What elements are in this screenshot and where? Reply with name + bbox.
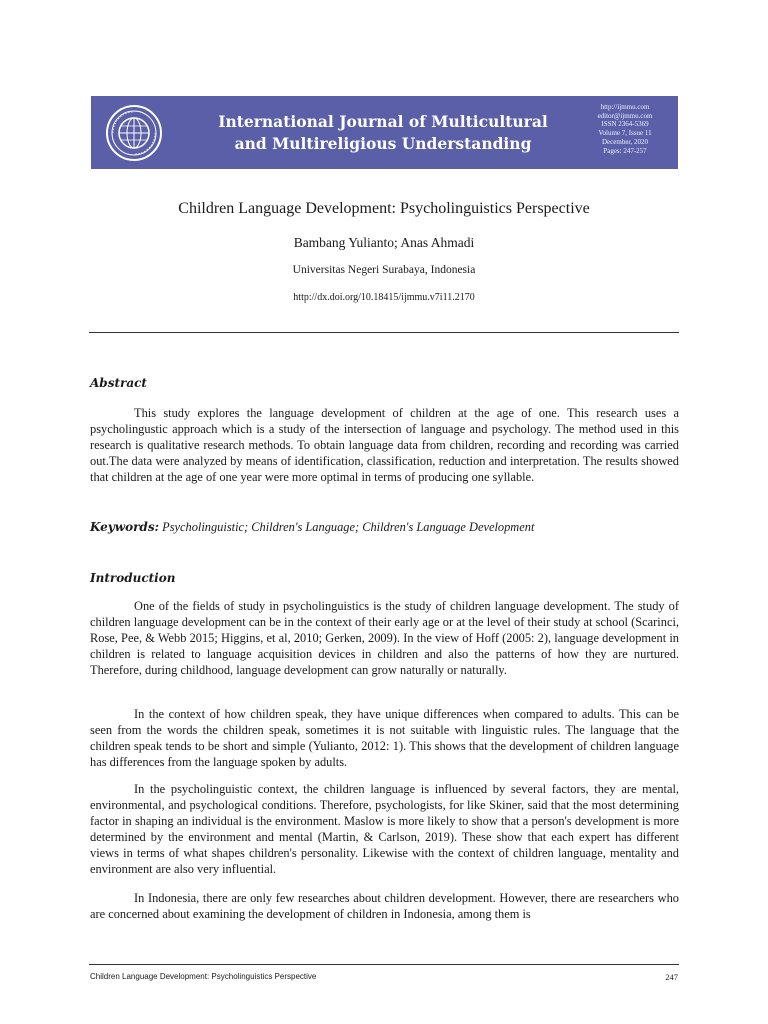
- keywords-text: Psycholinguistic; Children's Language; Children's Language Development: [162, 520, 535, 534]
- journal-title: [211, 111, 555, 155]
- footer-running-title: Children Language Development: Psycholinguistics Perspective: [90, 972, 317, 981]
- intro-paragraph: In Indonesia, there are only few researches about children development. However, there are researchers who are concerned about examining the development of children in Indonesia, among them is: [90, 891, 679, 921]
- abstract-text: This study explores the language development of children at the age of one. This research uses a psycholingustic approach which is a study of the intersection of language and psychology. The method used in this research is qualitative research methods. To obtain language data from children, recording and recording was carried out.The data were analyzed by means of identification, classification, reduction and interpretation. The results showed that children at the age of one year were more optimal in terms of producing one syllable.: [90, 406, 679, 484]
- abstract-heading: Abstract: [90, 376, 147, 390]
- journal-pages: Pages: 247-257: [603, 146, 647, 155]
- footer-divider: [89, 964, 679, 965]
- paper-doi-link[interactable]: http://dx.doi.org/10.18415/ijmmu.v7i11.2170: [293, 292, 475, 303]
- journal-volume: Volume 7, Issue 11: [598, 129, 652, 138]
- keywords-label: Keywords:: [90, 520, 160, 534]
- paper-title: Children Language Development: Psycholinguistics Perspective: [178, 200, 590, 217]
- intro-paragraph: In the psycholinguistic context, the children language is influenced by several factors, they are mental, environmental, and psychological conditions. Therefore, psychologists, for like Skiner, said that the most determining factor in shaping an individual is the environment. Maslow is more likely to show that a person's development is more determined by the environment and mental (Martin, & Carlson, 2019). These show that each expert has different views in terms of what shapes children's personality. Likewise with the context of children language, mentality and environment are also very influential.: [90, 782, 679, 876]
- journal-globe-logo-icon: [105, 104, 163, 162]
- journal-title-line1: International Journal of Multicultural: [218, 112, 548, 131]
- paper-authors: Bambang Yulianto; Anas Ahmadi: [293, 235, 475, 250]
- intro-paragraph: In the context of how children speak, they have unique differences when compared to adults. This can be seen from the words the children speak, sometimes it is not suitable with linguistic rules. The language that the children speak tends to be short and simple (Yulianto, 2012: 1). This shows that the development of children language has differences from the language spoken by adults.: [90, 707, 679, 769]
- journal-date: December, 2020: [602, 137, 648, 146]
- journal-title-line2: and Multireligious Understanding: [234, 134, 532, 153]
- footer-page-number: 247: [665, 972, 678, 982]
- journal-email-link[interactable]: editor@ijmmu.com: [597, 111, 653, 120]
- journal-meta: [580, 103, 670, 155]
- paper-affiliation: Universitas Negeri Surabaya, Indonesia: [292, 264, 476, 276]
- introduction-heading: Introduction: [90, 571, 176, 585]
- journal-url-link[interactable]: http://ijmmu.com: [600, 103, 650, 111]
- header-divider: [89, 332, 679, 333]
- journal-issn: ISSN 2364-5369: [601, 120, 649, 129]
- keywords: [90, 520, 679, 535]
- intro-paragraph: One of the fields of study in psycholinguistics is the study of children language development. The study of children language development can be in the context of their early age or at the level of their study at school (Scarinci, Rose, Pee, & Webb 2015; Higgins, et al, 2010; Gerken, 2009). In the view of Hoff (2005: 2), language development in children is related to language acquisition devices in children and also the patterns of how they are nurtured. Therefore, during childhood, language development can grow naturally or naturally.: [90, 599, 679, 677]
- journal-banner: [91, 96, 678, 169]
